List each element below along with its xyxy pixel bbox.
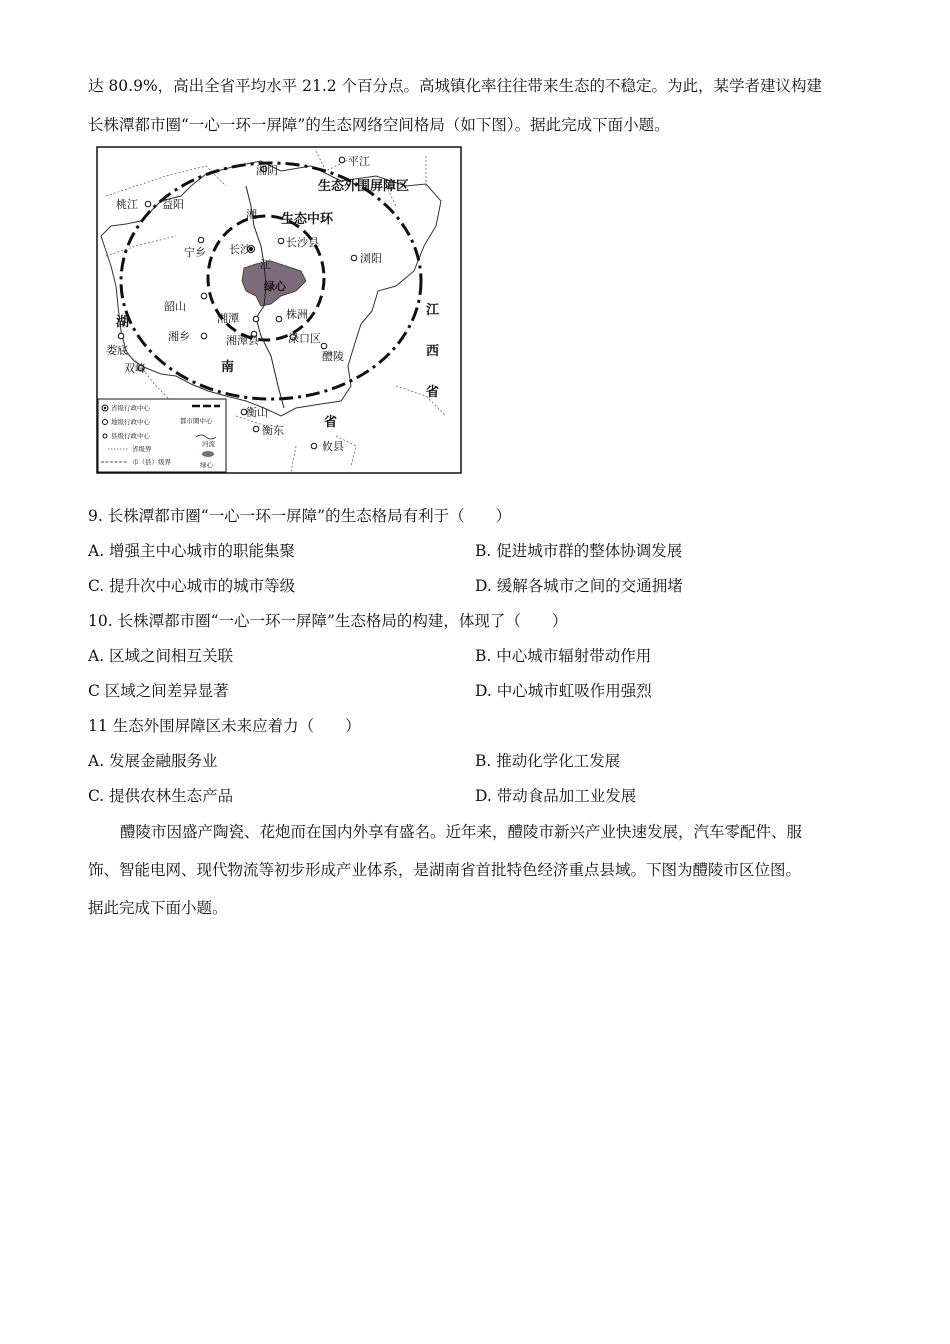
- label-green-heart: 绿心: [264, 280, 286, 293]
- q9-option-a[interactable]: A. 增强主中心城市的职能集聚: [88, 542, 296, 560]
- q10-option-a[interactable]: A. 区域之间相互关联: [88, 647, 234, 665]
- legend-prefecture: 地级行政中心: [111, 418, 150, 426]
- label-xiang-2: 江: [260, 258, 271, 271]
- place-pingjiang: 平江: [348, 155, 370, 168]
- place-hengshan: 衡山: [246, 406, 268, 419]
- legend-river: 河流: [202, 440, 215, 448]
- place-ningxiang: 宁乡: [184, 246, 206, 259]
- place-xiangtanxian: 湘潭县: [226, 334, 259, 347]
- place-lukou: 渌口区: [288, 332, 321, 345]
- label-jiangxi-2: 西: [426, 344, 440, 359]
- place-xiangxiang: 湘乡: [168, 330, 190, 343]
- label-xiang-1: 湘: [246, 208, 257, 221]
- map-legend: [98, 399, 226, 472]
- place-hengdong: 衡东: [262, 424, 284, 437]
- q10-option-d[interactable]: D. 中心城市虹吸作用强烈: [475, 682, 652, 700]
- passage-2-line-2: 饰、智能电网、现代物流等初步形成产业体系，是湖南省首批特色经济重点县域。下图为醴陵市区位图。: [88, 861, 802, 879]
- label-jiangxi-3: 省: [426, 385, 440, 400]
- q9-option-d[interactable]: D. 缓解各城市之间的交通拥堵: [475, 577, 683, 595]
- place-yiyang: 益阳: [162, 198, 184, 211]
- legend-city-border: 市（县）级界: [132, 458, 171, 466]
- q11-option-a[interactable]: A. 发展金融服务业: [88, 752, 218, 770]
- label-hunan-2: 南: [221, 360, 235, 375]
- place-shaoshan: 韶山: [164, 300, 186, 313]
- place-youxian: 攸县: [322, 440, 344, 453]
- legend-provincial: 省级行政中心: [111, 404, 150, 412]
- q11-option-c[interactable]: C. 提供农林生态产品: [88, 787, 234, 805]
- q11-option-b[interactable]: B. 推动化学化工发展: [475, 752, 621, 770]
- place-shuangfeng: 双峰: [124, 362, 146, 375]
- intro-line-1: 达 80.9%，高出全省平均水平 21.2 个百分点。高城镇化率往往带来生态的不稳定。为此，某学者建议构建: [88, 77, 823, 95]
- place-zhuzhou: 株洲: [286, 308, 308, 321]
- legend-province-border: 省级界: [132, 445, 152, 453]
- changzhutan-ecology-map: [96, 146, 462, 474]
- label-hunan-1: 湖: [116, 315, 130, 330]
- label-outer-barrier: 生态外围屏障区: [318, 179, 410, 194]
- place-xiangtan: 湘潭: [217, 312, 239, 325]
- q10-option-b[interactable]: B. 中心城市辐射带动作用: [475, 647, 652, 665]
- label-hunan-3: 省: [324, 415, 338, 430]
- intro-line-2: 长株潭都市圈“一心一环一屏障”的生态网络空间格局（如下图）。据此完成下面小题。: [88, 116, 670, 134]
- passage-2-line-3: 据此完成下面小题。: [88, 899, 228, 917]
- label-middle-ring: 生态中环: [281, 212, 334, 227]
- place-taojiang: 桃江: [116, 198, 138, 211]
- legend-county: 县级行政中心: [111, 432, 150, 440]
- place-loudi: 娄底: [106, 344, 128, 357]
- legend-metro-center: 都市圈中心: [180, 417, 213, 425]
- question-9-stem: 9. 长株潭都市圈“一心一环一屏障”的生态格局有利于（ ）: [88, 507, 512, 525]
- passage-2-line-1: 醴陵市因盛产陶瓷、花炮而在国内外享有盛名。近年来，醴陵市新兴产业快速发展，汽车零配件、服: [120, 823, 803, 841]
- place-changshaxian: 长沙县: [286, 236, 319, 249]
- legend-green-heart: 绿心: [200, 461, 213, 469]
- place-xiangyin: 湘阴: [256, 164, 278, 177]
- place-liuyang: 浏阳: [360, 252, 382, 265]
- question-11-stem: 11 生态外围屏障区未来应着力（ ）: [88, 717, 361, 735]
- question-10-stem: 10. 长株潭都市圈“一心一环一屏障”生态格局的构建，体现了（ ）: [88, 612, 568, 630]
- q10-option-c[interactable]: C 区域之间差异显著: [88, 682, 229, 700]
- q9-option-c[interactable]: C. 提升次中心城市的城市等级: [88, 577, 296, 595]
- q11-option-d[interactable]: D. 带动食品加工业发展: [475, 787, 637, 805]
- label-jiangxi-1: 江: [426, 303, 440, 318]
- q9-option-b[interactable]: B. 促进城市群的整体协调发展: [475, 542, 683, 560]
- place-changsha: 长沙: [229, 243, 251, 256]
- place-liling: 醴陵: [322, 350, 344, 363]
